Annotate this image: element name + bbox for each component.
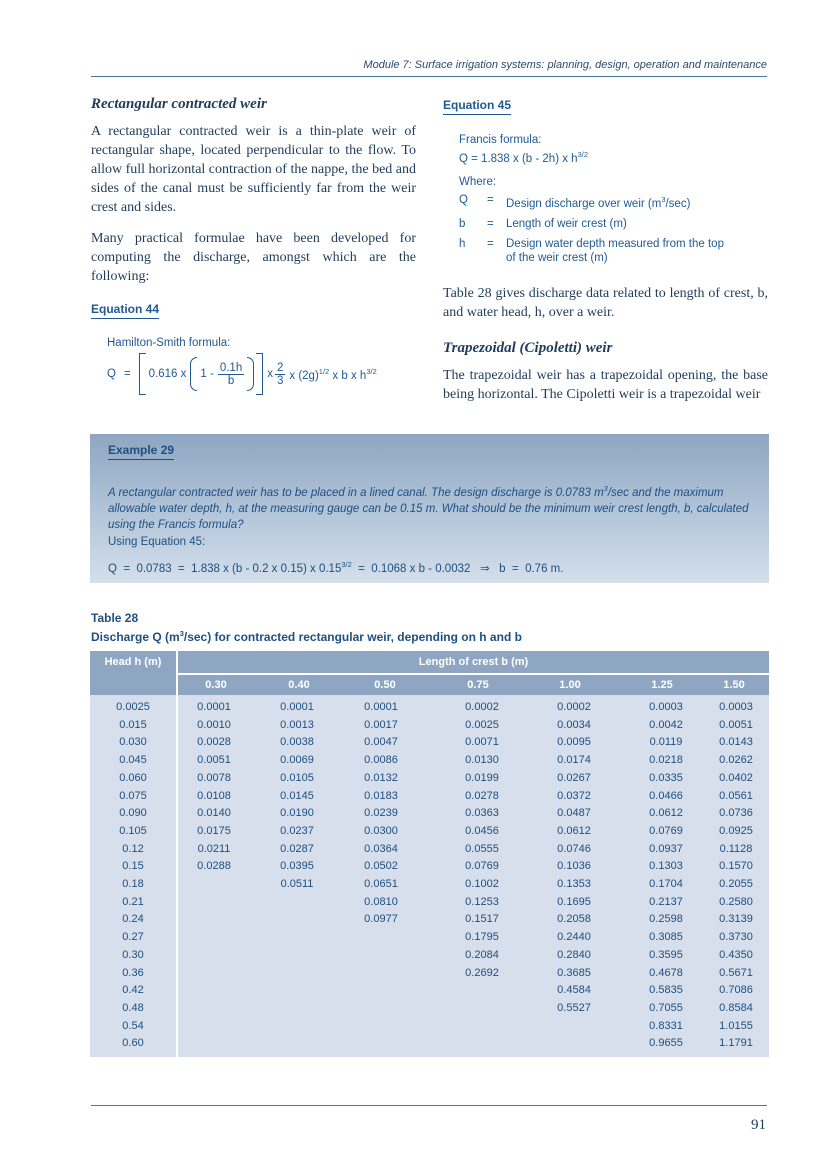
- table-row: [90, 790, 769, 808]
- table-row: [90, 949, 769, 967]
- discharge-cell: 0.1353: [557, 878, 591, 890]
- discharge-cell: 0.0466: [649, 789, 683, 802]
- discharge-cell: 0.0511: [280, 878, 314, 890]
- discharge-cell: 0.1517: [465, 913, 499, 926]
- discharge-cell: 0.0769: [465, 860, 499, 873]
- caption-b: /sec) for contracted rectangular weir, depending on h and b: [183, 630, 522, 644]
- discharge-cell: 0.0069: [280, 754, 314, 767]
- formula-equals: =: [123, 368, 131, 380]
- hamilton-smith-name: Hamilton-Smith formula:: [107, 337, 231, 349]
- where-def-text: Design discharge over weir (m: [506, 197, 662, 210]
- discharge-cell: 0.0001: [364, 701, 398, 713]
- subheader-b-030: 0.30: [205, 679, 227, 691]
- discharge-cell: 0.0174: [557, 754, 591, 767]
- where-row-h-cont: [459, 251, 768, 265]
- discharge-cell: 0.0555: [465, 842, 499, 855]
- discharge-cell: 0.0078: [197, 771, 231, 784]
- discharge-cell: 0.1695: [557, 895, 591, 908]
- formula-tail: [289, 367, 376, 382]
- subheader-b-150: 1.50: [723, 679, 745, 691]
- discharge-cell: 0.5527: [557, 1001, 591, 1014]
- hamilton-smith-formula: [107, 352, 416, 396]
- where-symbol: Q: [459, 193, 468, 206]
- discharge-cell: 0.2137: [649, 895, 683, 908]
- table-row: [90, 913, 769, 931]
- table-row: [90, 1020, 769, 1038]
- head-value-cell: 0.030: [119, 736, 147, 749]
- where-equals: =: [487, 237, 494, 250]
- francis-formula: [459, 150, 768, 165]
- calc-a: Q = 0.0783 = 1.838 x (b - 0.2 x 0.15) x 0.15: [108, 562, 342, 575]
- subheader-b-100: 1.00: [559, 679, 581, 691]
- discharge-cell: 0.0402: [719, 771, 753, 784]
- discharge-cell: 0.0651: [364, 878, 398, 890]
- paragraph-formulae: Many practical formulae have been developed for computing the discharge, amongst which are the following:: [91, 231, 416, 284]
- head-value-cell: 0.42: [122, 984, 144, 997]
- discharge-cell: 0.1795: [465, 931, 499, 944]
- discharge-cell: 0.0119: [649, 736, 683, 749]
- discharge-cell: 0.0003: [649, 701, 683, 713]
- table-row: [90, 931, 769, 949]
- francis-formula-sup: 3/2: [577, 150, 589, 159]
- discharge-cell: 0.0769: [649, 824, 683, 837]
- head-value-cell: 0.015: [119, 718, 147, 731]
- discharge-cell: 0.0211: [197, 842, 231, 855]
- footer-rule: [91, 1105, 767, 1106]
- table-row: [90, 825, 769, 843]
- discharge-cell: 0.0278: [465, 789, 499, 802]
- discharge-cell: 0.1253: [465, 895, 499, 908]
- discharge-cell: 0.0937: [649, 842, 683, 855]
- head-value-cell: 0.15: [122, 860, 144, 873]
- equation-45-label: Equation 45: [443, 98, 511, 115]
- right-square-bracket: [256, 353, 263, 395]
- discharge-cell: 0.2058: [557, 913, 591, 926]
- discharge-cell: 0.0239: [364, 807, 398, 820]
- discharge-cell: 0.0612: [557, 824, 591, 837]
- example-29-text: [108, 481, 752, 533]
- discharge-cell: 0.0013: [280, 718, 314, 731]
- discharge-cell: 0.1036: [557, 860, 591, 873]
- where-definition-continued: of the weir crest (m): [506, 251, 608, 264]
- hamilton-smith-block: [91, 337, 416, 396]
- head-value-cell: 0.18: [122, 878, 144, 890]
- discharge-table: [90, 651, 769, 1057]
- francis-formula-main: Q = 1.838 x (b - 2h) x h: [459, 152, 578, 165]
- discharge-cell: 0.3685: [557, 966, 591, 979]
- discharge-cell: 0.4584: [557, 984, 591, 997]
- discharge-cell: 0.0132: [364, 771, 398, 784]
- table-row: [90, 736, 769, 754]
- discharge-cell: 0.8331: [649, 1019, 683, 1032]
- formula-one-minus: 1 -: [200, 368, 214, 380]
- paragraph-rectangular-intro: A rectangular contracted weir is a thin-plate weir of rectangular shape, located perpendicular to the flow. To allow full horizontal contraction of the nappe, the bed and sides of the canal must be sufficiently far from the weir crest and sides.: [91, 124, 417, 215]
- example-text-b: /sec and the maximum allowable water depth, h, at the measuring gauge can be 0.15 m. What should be the minimum weir crest length, b, calculated using the Francis formula?: [108, 486, 749, 531]
- discharge-cell: 0.0047: [364, 736, 398, 749]
- subheader-row: [178, 675, 769, 695]
- discharge-cell: 0.2580: [719, 895, 753, 908]
- calc-sup: 3/2: [341, 560, 352, 569]
- discharge-cell: 0.0010: [197, 718, 231, 731]
- where-def-text-b: /sec): [665, 197, 691, 210]
- fraction-denominator: b: [227, 374, 235, 387]
- discharge-cell: 0.0977: [364, 913, 398, 926]
- discharge-cell: 0.3139: [719, 913, 753, 926]
- discharge-cell: 0.0175: [197, 824, 231, 837]
- discharge-cell: 0.0288: [197, 860, 231, 873]
- formula-tail-a-sup: 1/2: [318, 366, 330, 376]
- formula-tail-b-sup: 3/2: [366, 366, 377, 376]
- discharge-cell: 0.4678: [649, 966, 683, 979]
- discharge-cell: 0.0140: [197, 807, 231, 820]
- where-row-b: [459, 217, 768, 231]
- discharge-cell: 0.0287: [280, 842, 314, 855]
- discharge-cell: 0.0034: [557, 718, 591, 731]
- where-definition: Length of weir crest (m): [506, 217, 627, 230]
- fraction-two-thirds: [275, 362, 285, 387]
- francis-block: [443, 134, 768, 265]
- head-value-cell: 0.30: [122, 948, 144, 961]
- discharge-cell: 0.5671: [719, 966, 753, 979]
- discharge-cell: 0.3085: [649, 931, 683, 944]
- where-definition: Design water depth measured from the top: [506, 237, 724, 250]
- francis-name: Francis formula:: [459, 134, 542, 146]
- subheader-b-050: 0.50: [374, 679, 396, 691]
- discharge-cell: 0.0612: [649, 807, 683, 820]
- equation-44-label-wrap: [91, 300, 416, 319]
- equation-44-label: Equation 44: [91, 302, 159, 319]
- discharge-cell: 0.5835: [649, 984, 683, 997]
- discharge-cell: 0.2840: [557, 948, 591, 961]
- where-row-h: [459, 237, 768, 251]
- table-row: [90, 701, 769, 719]
- table-row: [90, 754, 769, 772]
- discharge-cell: 0.0372: [557, 789, 591, 802]
- table-row: [90, 1037, 769, 1055]
- discharge-cell: 0.0300: [364, 824, 398, 837]
- discharge-cell: 0.0746: [557, 842, 591, 855]
- discharge-cell: 0.0130: [465, 754, 499, 767]
- discharge-cell: 0.0364: [364, 842, 398, 855]
- discharge-cell: 0.0736: [719, 807, 753, 820]
- head-value-cell: 0.36: [122, 966, 144, 979]
- discharge-cell: 0.0105: [280, 771, 314, 784]
- discharge-cell: 0.0456: [465, 824, 499, 837]
- section-title-rectangular: Rectangular contracted weir: [91, 96, 267, 112]
- header-rule: [91, 76, 767, 77]
- table-row: [90, 772, 769, 790]
- where-equals: =: [487, 217, 494, 230]
- discharge-cell: 0.0262: [719, 754, 753, 767]
- discharge-cell: 0.0190: [280, 807, 314, 820]
- head-value-cell: 0.27: [122, 931, 144, 944]
- formula-times: x: [267, 368, 273, 380]
- discharge-cell: 0.0810: [364, 895, 398, 908]
- discharge-cell: 0.0183: [364, 789, 398, 802]
- right-column: [443, 96, 768, 416]
- discharge-cell: 0.4350: [719, 948, 753, 961]
- discharge-cell: 0.0502: [364, 860, 398, 873]
- fraction2-numerator: 2: [276, 361, 284, 374]
- left-square-bracket: [139, 353, 146, 395]
- discharge-cell: 0.1002: [465, 878, 499, 890]
- calc-b: = 0.1068 x b - 0.0032 ⇒ b = 0.76 m.: [351, 562, 564, 575]
- discharge-cell: 0.0086: [364, 754, 398, 767]
- table-row: [90, 878, 769, 896]
- fraction-numerator: 0.1h: [219, 361, 243, 374]
- table-28-title: Table 28: [91, 611, 139, 625]
- discharge-cell: 0.0237: [280, 824, 314, 837]
- discharge-cell: 0.2055: [719, 878, 753, 890]
- table-row: [90, 807, 769, 825]
- discharge-cell: 0.0002: [465, 701, 499, 713]
- paragraph-trapezoidal: The trapezoidal weir has a trapezoidal opening, the base being horizontal. The Cipoletti weir is a trapezoidal weir: [443, 367, 768, 402]
- example-text-a: A rectangular contracted weir has to be placed in a lined canal. The design discharge is 0.0783 m: [108, 486, 604, 499]
- header-head-h: Head h (m): [90, 651, 176, 695]
- discharge-cell: 0.7055: [649, 1001, 683, 1014]
- discharge-cell: 0.0051: [719, 718, 753, 731]
- discharge-cell: 0.9655: [649, 1037, 683, 1050]
- discharge-cell: 0.0335: [649, 771, 683, 784]
- discharge-cell: 0.1704: [649, 878, 683, 890]
- equation-45-label-wrap: [443, 96, 768, 115]
- running-header: Module 7: Surface irrigation systems: planning, design, operation and maintenance: [363, 59, 767, 71]
- discharge-cell: 0.0028: [197, 736, 231, 749]
- discharge-cell: 0.2598: [649, 913, 683, 926]
- subheader-b-040: 0.40: [288, 679, 310, 691]
- discharge-cell: 0.0395: [280, 860, 314, 873]
- formula-lhs: Q: [107, 368, 116, 380]
- discharge-cell: 0.0042: [649, 718, 683, 731]
- discharge-cell: 0.0001: [280, 701, 314, 713]
- table-row: [90, 860, 769, 878]
- discharge-cell: 0.0145: [280, 789, 314, 802]
- discharge-cell: 0.0095: [557, 736, 591, 749]
- table-row: [90, 896, 769, 914]
- discharge-cell: 0.0199: [465, 771, 499, 784]
- discharge-cell: 0.0003: [719, 701, 753, 713]
- where-def-sup: 3: [661, 194, 666, 204]
- discharge-cell: 0.0051: [197, 754, 231, 767]
- head-value-cell: 0.48: [122, 1001, 144, 1014]
- left-paren: [190, 357, 197, 391]
- head-value-cell: 0.060: [119, 771, 147, 784]
- header-length-of-crest: Length of crest b (m): [178, 651, 769, 673]
- discharge-cell: 0.0561: [719, 789, 753, 802]
- head-value-cell: 0.54: [122, 1019, 144, 1032]
- discharge-cell: 0.0025: [465, 718, 499, 731]
- discharge-cell: 0.0017: [364, 718, 398, 731]
- head-value-cell: 0.045: [119, 754, 147, 767]
- discharge-cell: 0.0071: [465, 736, 499, 749]
- head-value-cell: 0.075: [119, 789, 147, 802]
- subheader-b-075: 0.75: [467, 679, 489, 691]
- caption-sup: 3: [179, 629, 184, 638]
- discharge-cell: 0.0143: [719, 736, 753, 749]
- discharge-cell: 0.2440: [557, 931, 591, 944]
- page-number: 91: [751, 1117, 766, 1133]
- subheader-b-125: 1.25: [651, 679, 673, 691]
- discharge-cell: 0.1128: [719, 842, 753, 855]
- discharge-cell: 1.0155: [719, 1019, 753, 1032]
- discharge-cell: 0.1303: [649, 860, 683, 873]
- example-29-label: Example 29: [108, 443, 174, 460]
- where-symbol: h: [459, 237, 466, 250]
- discharge-cell: 0.0487: [557, 807, 591, 820]
- formula-tail-a: x (2g): [289, 369, 319, 382]
- discharge-cell: 0.2692: [465, 966, 499, 979]
- formula-tail-b: x b x h: [332, 369, 367, 382]
- discharge-cell: 0.0267: [557, 771, 591, 784]
- section-title-trapezoidal: Trapezoidal (Cipoletti) weir: [443, 339, 613, 356]
- table-row: [90, 719, 769, 737]
- discharge-cell: 0.0218: [649, 754, 683, 767]
- discharge-cell: 0.8584: [719, 1001, 753, 1014]
- discharge-cell: 0.3595: [649, 948, 683, 961]
- where-definition: [506, 193, 768, 211]
- head-value-cell: 0.60: [122, 1037, 144, 1050]
- paragraph-table28-ref: Table 28 gives discharge data related to length of crest, b, and water head, h, over a weir.: [443, 285, 768, 320]
- example-using: Using Equation 45:: [108, 536, 206, 548]
- head-value-cell: 0.0025: [116, 701, 150, 713]
- head-value-cell: 0.12: [122, 842, 144, 855]
- discharge-cell: 0.2084: [465, 948, 499, 961]
- right-paren: [247, 357, 254, 391]
- table-row: [90, 843, 769, 861]
- fraction2-denominator: 3: [276, 374, 284, 387]
- where-label: Where:: [459, 175, 497, 188]
- formula-coefficient: 0.616 x: [148, 368, 187, 380]
- caption-a: Discharge Q (m: [91, 630, 180, 644]
- discharge-cell: 0.7086: [719, 984, 753, 997]
- discharge-cell: 1.1791: [719, 1037, 753, 1050]
- left-column: [91, 96, 416, 396]
- discharge-cell: 0.0001: [197, 701, 231, 713]
- table-28-caption: [91, 629, 522, 644]
- table-row: [90, 1002, 769, 1020]
- discharge-cell: 0.1570: [719, 860, 753, 873]
- discharge-cell: 0.3730: [719, 931, 753, 944]
- head-value-cell: 0.21: [122, 895, 144, 908]
- where-equals: =: [487, 193, 494, 206]
- head-value-cell: 0.24: [122, 913, 144, 926]
- discharge-cell: 0.0108: [197, 789, 231, 802]
- fraction-h-over-b: [218, 362, 244, 387]
- discharge-cell: 0.0925: [719, 824, 753, 837]
- discharge-cell: 0.0363: [465, 807, 499, 820]
- example-29-box: [90, 434, 769, 583]
- table-row: [90, 967, 769, 985]
- where-symbol: b: [459, 217, 466, 230]
- table-row: [90, 984, 769, 1002]
- example-text-sup: 3: [603, 484, 608, 493]
- head-value-cell: 0.090: [119, 807, 147, 820]
- head-value-cell: 0.105: [119, 824, 147, 837]
- discharge-cell: 0.0038: [280, 736, 314, 749]
- discharge-cell: 0.0002: [557, 701, 591, 713]
- where-row-q: [459, 193, 768, 211]
- example-calculation: [108, 560, 563, 575]
